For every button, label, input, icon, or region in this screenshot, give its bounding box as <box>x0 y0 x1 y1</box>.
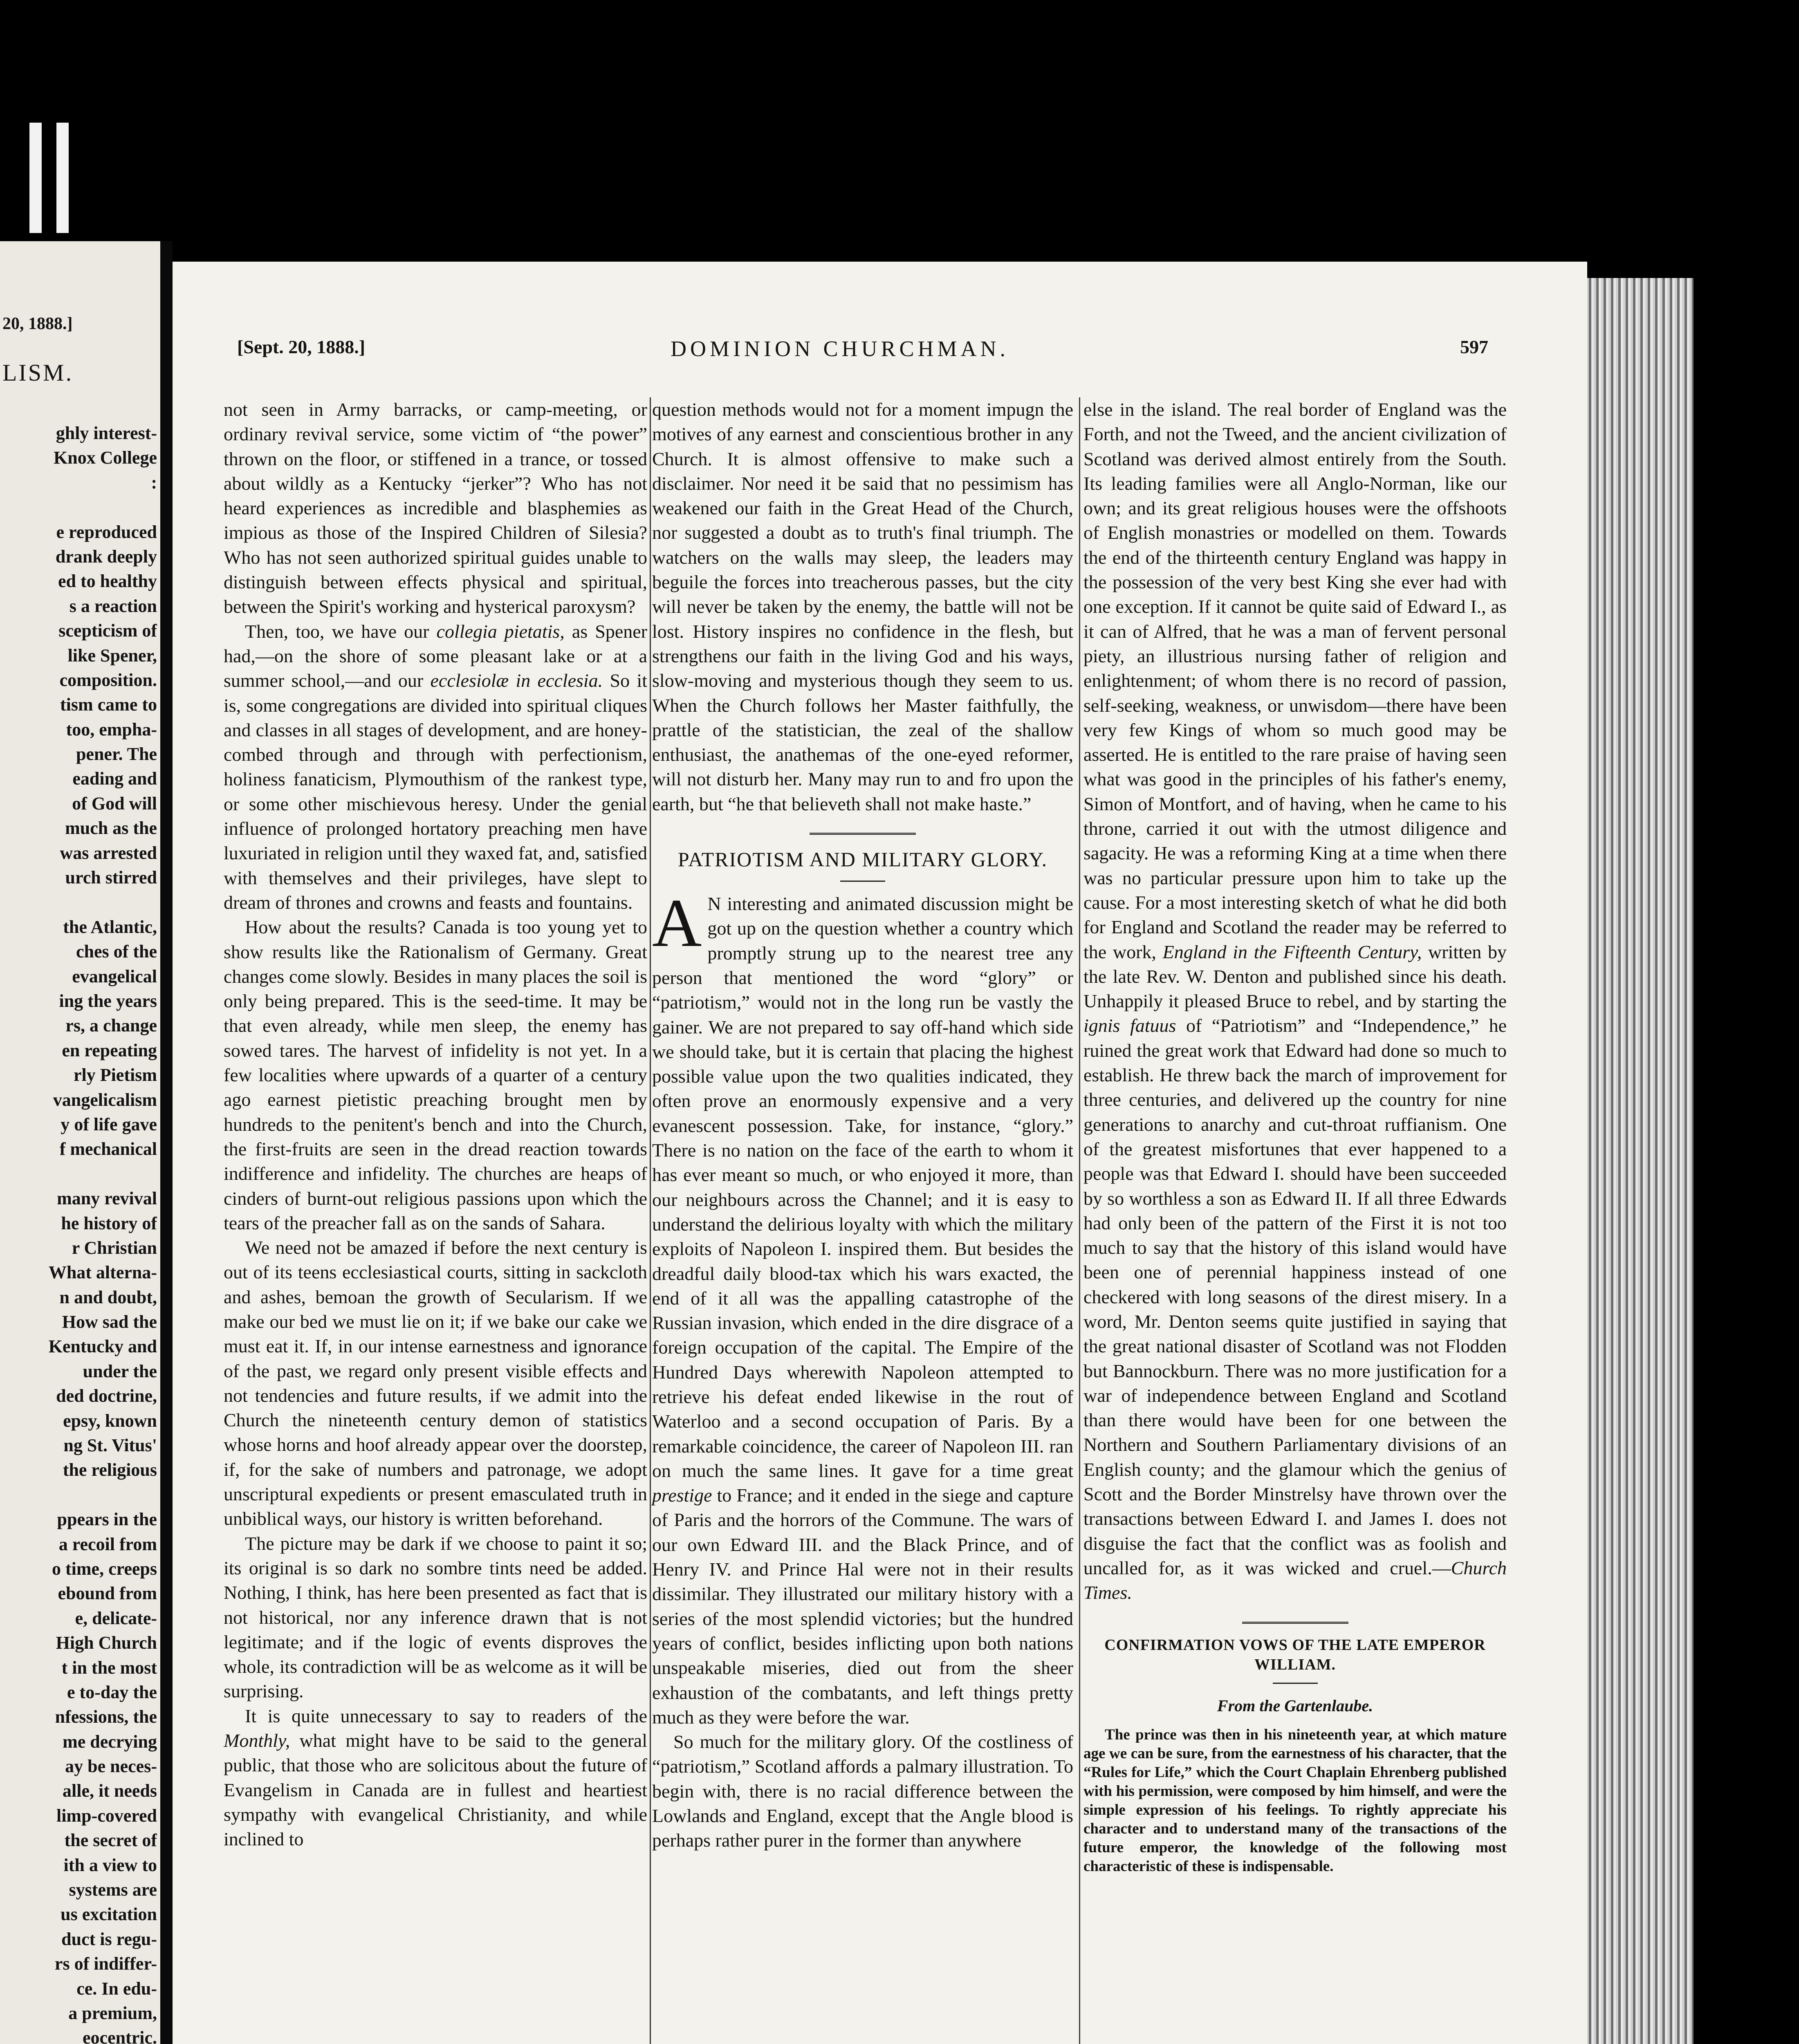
paragraph: How about the results? Canada is too young yet to show results like the Rationalism of Germany. Great changes come slowly. Besides in many places the soil is only being prepared. This is the seed-time. It may be that even already, while men sleep, the enemy has sowed tares. The harvest of infidelity is not yet. In a few localities where upwards of a quarter of a century ago earnest pietistic preaching brought men by hundreds to the penitent's bench and into the Church, the first-fruits are seen in the dread reaction towards indifference and infidelity. The churches are heaps of cinders of burnt-out religious passions upon which the tears of the preacher fall as on the sands of Sahara. <box>224 917 647 1233</box>
previous-page-line: a premium, <box>68 2003 157 2023</box>
paragraph: So much for the military glory. Of the costliness of “patriotism,” Scotland affords a palmary illustration. To begin with, there is no racial difference between the Lowlands and England, except that the Angle blood is perhaps rather purer in the former than anywhere <box>652 1731 1073 1851</box>
previous-page-line: : <box>151 472 157 493</box>
masthead-title: DOMINION CHURCHMAN. <box>671 336 1009 361</box>
column-3 <box>1083 397 1507 1876</box>
previous-page-line: of God will <box>72 793 157 814</box>
page-header <box>237 336 1488 361</box>
previous-page-line: rs, a change <box>65 1015 157 1036</box>
previous-page-line: vangelicalism <box>53 1089 157 1110</box>
previous-page-line: y of life gave <box>61 1114 157 1134</box>
drop-cap: A <box>652 885 702 961</box>
previous-page-line: e, delicate- <box>75 1608 157 1628</box>
article-title: PATRIOTISM AND MILITARY GLORY. <box>677 848 1048 871</box>
previous-page-line: ed to healthy <box>58 571 157 592</box>
previous-page-line: evangelical <box>72 966 157 986</box>
previous-page-line: ded doctrine, <box>56 1386 157 1406</box>
previous-page-line: Knox College <box>54 448 157 468</box>
previous-page-line: ghly interest- <box>56 423 157 443</box>
previous-page-line: ing the years <box>59 991 157 1011</box>
article-source: From the Gartenlaube. <box>1217 1696 1373 1715</box>
previous-page-line <box>2 1483 157 1507</box>
previous-page-line: e to-day the <box>67 1682 157 1702</box>
previous-page-line: ay be neces- <box>65 1756 157 1777</box>
previous-page-line: he history of <box>61 1213 157 1233</box>
paragraph: Then, too, we have our collegia pietatis, as Spener had,—on the shore of some pleasant lake or at a summer school,—and our ecclesiolæ in ecclesia. So it is, some congregations are divided into spiritual cliques and classes in all stages of development, and are honey-combed through and through with perfectionism, holiness fanaticism, Plymouthism of the rankest type, or some other mischievous heresy. Under the genial influence of prolonged hortatory preaching men have luxuriated in religion until they waxed fat, and, satisfied with themselves and their privileges, have slept to dream of thrones and crowns and feasts and fountains. <box>224 621 647 913</box>
paragraph: question methods would not for a moment impugn the motives of any earnest and conscientious brother in any Church. It is almost offensive to make such a disclaimer. Nor need it be said that no pessimism has weakened our faith in the Great Head of the Church, nor suggested a doubt as to truth's final triumph. The watchers on the walls may sleep, the leaders may beguile the forces into treacherous passes, but the city will never be taken by the enemy, the battle will not be lost. History inspires no confidence in the flesh, but strengthens our faith in the living God and his ways, slow-moving and mysterious though they seem to us. When the Church follows her Master faithfully, the prattle of the statistician, the zeal of the shallow enthusiast, the anathemas of the one-eyed reformer, will not disturb her. Many may run to and fro upon the earth, but “he that believeth shall not make haste.” <box>652 399 1073 814</box>
section-divider <box>810 833 916 837</box>
previous-page-line: Kentucky and <box>48 1336 157 1357</box>
paragraph: The picture may be dark if we choose to paint it so; its original is so dark no sombre tints need be added. Nothing, I think, has here been presented as fact that is not historical, nor any inference drawn that is not legitimate; and if the logic of events disproves the whole, its contradiction will be as welcome as it will be surprising. <box>224 1533 647 1702</box>
previous-page-line: urch stirred <box>65 867 157 888</box>
previous-page-line: How sad the <box>62 1312 157 1332</box>
previous-page-line <box>2 890 157 914</box>
previous-page-line: ebound from <box>58 1583 157 1604</box>
previous-page-line: e reproduced <box>56 522 157 542</box>
paragraph: else in the island. The real border of England was the Forth, and not the Tweed, and the ancient civilization of Scotland was derived almost entirely from the South. Its leading families were all Anglo-Norman, like our own; and its great religious houses were the offshoots of English monastries or modelled on them. Towards the end of the thirteenth century England was happy in the possession of the very best King she ever had with one exception. If it cannot be quite said of Edward I., as it can of Alfred, that he was a man of fervent personal piety, an illustrious nursing father of religion and enlightenment; of whom there is no record of passion, self-seeking, weakness, or unwisdom—there have been very few Kings of whom so much good may be asserted. He is entitled to the rare praise of having seen what was good in the principles of his father's enemy, Simon of Montfort, and of having, when he came to his throne, carried it out with the utmost diligence and sagacity. He was a reforming King at a time when there was no particular pressure upon him to take up the cause. For a most interesting sketch of what he did both for England and Scotland the reader may be referred to the work, England in the Fifteenth Century, written by the late Rev. W. Denton and published since his death. Unhappily it pleased Bruce to rebel, and by starting the ignis fatuus of “Patriotism” and “Independence,” he ruined the great work that Edward had done so much to establish. He threw back the march of improvement for three centuries, and delivered up the country for nine generations to anarchy and cut-throat ruffianism. One of the greatest misfortunes that ever happened to a people was that Edward I. should have been succeeded by so worthless a son as Edward II. If all three Edwards had only been of the pattern of the First it is not too much to say that the history of this island would have been one of perennial happiness instead of one checkered with long seasons of the direst misery. In a word, Mr. Denton seems quite justified in saying that the great national disaster of Scotland was not Flodden but Bannockburn. There was no more justification for a war of independence between England and Scotland than there would have been for one between the Northern and Southern Parliamentary divisions of an English county; and the glamour which the genius of Scott and the Border Minstrelsy have thrown over the transactions between Edward I. and James I. does not disguise the fact that the conflict was as foolish and uncalled for, as it was wicked and cruel.—Church Times. <box>1083 399 1507 1603</box>
previous-page-line: nfessions, the <box>55 1707 157 1727</box>
previous-page-line: a recoil from <box>58 1534 157 1554</box>
column-rule-2 <box>1079 397 1080 2044</box>
previous-page-line: rly Pietism <box>73 1065 157 1085</box>
column-rule-1 <box>650 397 651 2044</box>
previous-page-line: much as the <box>65 818 157 838</box>
previous-page-line: scepticism of <box>58 621 157 641</box>
previous-page-line: epsy, known <box>63 1410 157 1431</box>
paragraph: A N interesting and animated discussion might be got up on the question whether a country which promptly strung up to the nearest tree any person that mentioned the word “glory” or “patriotism,” would not in the long run be vastly the gainer. We are not prepared to say off-hand which side we should take, but it is certain that placing the highest possible value upon the two qualities indicated, they often prove an enormously expensive and a very evanescent possession. Take, for instance, “glory.” There is no nation on the face of the earth to whom it has ever meant so much, or who enjoyed it more, than our neighbours across the Channel; and it is easy to understand the delirious loyalty with which the military exploits of Napoleon I. inspired them. But besides the dreadful daily blood-tax which his wars exacted, the end of it all was the appalling catastrophe of the Russian invasion, which ended in the dire disgrace of a foreign occupation of the capital. The Empire of the Hundred Days wherewith Napoleon attempted to retrieve his defeat ended likewise in the rout of Waterloo and a second occupation of Paris. By a remarkable coincidence, the career of Napoleon III. ran on much the same lines. It gave for a time great prestige to France; and it ended in the siege and capture of Paris and the horrors of the Commune. The wars of our own Edward III. and the Black Prince, and of Henry IV. and Prince Hal were not in their results dissimilar. They illustrated our military history with a series of the most splendid victories; but the hundred years of conflict, besides inflicting upon both nations unspeakable miseries, died out from the sheer exhaustion of the combatants, and left things pretty much as they were before the war. <box>652 885 1073 1728</box>
previous-page-text-lines <box>2 421 157 2044</box>
header-date: [Sept. 20, 1888.] <box>237 336 366 357</box>
previous-page-line: o time, creeps <box>52 1558 157 1579</box>
previous-page-line: us excitation <box>61 1904 157 1925</box>
previous-page-line: ith a view to <box>63 1855 157 1875</box>
previous-page-line: s a reaction <box>69 596 157 616</box>
previous-page-line: High Church <box>56 1633 157 1653</box>
previous-page-line: ng St. Vitus' <box>63 1435 157 1456</box>
paragraph: The prince was then in his nineteenth year, at which mature age we can be sure, from the earnestness of his character, that the “Rules for Life,” which the Court Chaplain Ehrenberg published with his permission, were composed by him himself, and were the simple expression of his feelings. To rightly appreciate his character and to understand many of the transactions of the future emperor, the knowledge of the following most characteristic of these is indispensable. <box>1083 1726 1507 1875</box>
previous-page-fragment <box>0 241 160 2044</box>
previous-page-line: duct is regu- <box>61 1929 157 1949</box>
previous-page-line: like Spener, <box>67 645 157 666</box>
previous-page-line: composition. <box>59 670 157 690</box>
film-sprocket-top-right <box>56 123 69 233</box>
previous-page-article-title: LISM. <box>2 359 74 386</box>
previous-page-line: en repeating <box>62 1040 157 1060</box>
previous-page-line: ches of the <box>76 941 157 962</box>
previous-page-line: limp-covered <box>56 1805 157 1826</box>
title-rule <box>1273 1683 1318 1684</box>
previous-page-line: What alterna- <box>48 1262 157 1283</box>
previous-page-line: systems are <box>69 1880 157 1900</box>
previous-page-line: many revival <box>57 1188 157 1209</box>
page-number: 597 <box>1460 336 1488 357</box>
previous-page-header-date: 20, 1888.] <box>2 314 73 333</box>
previous-page-line: me decrying <box>63 1731 157 1752</box>
previous-page-line: was arrested <box>60 843 157 863</box>
previous-page-line: r Christian <box>72 1237 157 1258</box>
column-1 <box>224 397 647 1852</box>
previous-page-line: ppears in the <box>57 1509 157 1530</box>
previous-page-line: t in the most <box>61 1657 157 1678</box>
previous-page-line <box>2 495 157 520</box>
previous-page-line: eading and <box>72 769 157 789</box>
article-title: CONFIRMATION VOWS OF THE LATE EMPEROR WILLIAM. <box>1104 1636 1486 1673</box>
previous-page-line <box>2 1162 157 1186</box>
previous-page-line: tism came to <box>60 695 157 715</box>
paragraph: It is quite unnecessary to say to readers of the Monthly, what might have to be said to the general public, that those who are solicitous about the future of Evangelism in Canada are in fullest and heartiest sympathy with evangelical Christianity, and while inclined to <box>224 1705 647 1850</box>
previous-page-line: the secret of <box>64 1830 157 1851</box>
previous-page-line: pener. The <box>76 744 157 764</box>
previous-page-line: under the <box>83 1361 157 1381</box>
previous-page-line: the religious <box>63 1460 157 1480</box>
previous-page-line: f mechanical <box>59 1139 157 1159</box>
previous-page-line: too, empha- <box>66 719 157 740</box>
section-divider <box>1242 1622 1348 1626</box>
film-sprocket-top-left <box>29 123 42 233</box>
previous-page-line: n and doubt, <box>59 1287 157 1307</box>
paragraph: not seen in Army barracks, or camp-meeting, or ordinary revival service, some victim of “the power” thrown on the floor, or stiffened in a trance, or tossed about wildly as a Kentucky “jerker”? Who has not heard experiences as incredible and blasphemies as impious as those of the Inspired Children of Silesia? Who has not seen authorized spiritual guides unable to distinguish between effects physical and spiritual, between the Spirit's working and hysterical paroxysm? <box>224 399 647 617</box>
column-2 <box>652 397 1073 1853</box>
previous-page-line: ce. In edu- <box>76 1978 157 1999</box>
previous-page-line: eocentric. <box>83 2028 157 2044</box>
paragraph: We need not be amazed if before the next century is out of its teens ecclesiastical courts, sitting in sackcloth and ashes, bemoan the growth of Secularism. If we make our bed we must lie on it; if we bake our cake we must eat it. If, in our intense earnestness and ignorance of the past, we regard only present visible effects and not tendencies and future results, if we admit into the Church the nineteenth century demon of statistics whose horns and hoof already appear over the doorstep, if, for the sake of numbers and patronage, we adopt unscriptural expedients or present emasculated truth in unbiblical ways, our history is written beforehand. <box>224 1237 647 1529</box>
previous-page-line: rs of indiffer- <box>54 1954 157 1974</box>
page-gutter <box>160 241 173 2044</box>
book-page-edges <box>1579 278 1694 2044</box>
title-rule <box>840 881 885 882</box>
previous-page-line: drank deeply <box>55 546 157 567</box>
previous-page-line: the Atlantic, <box>63 917 157 937</box>
previous-page-line: alle, it needs <box>63 1781 157 1801</box>
